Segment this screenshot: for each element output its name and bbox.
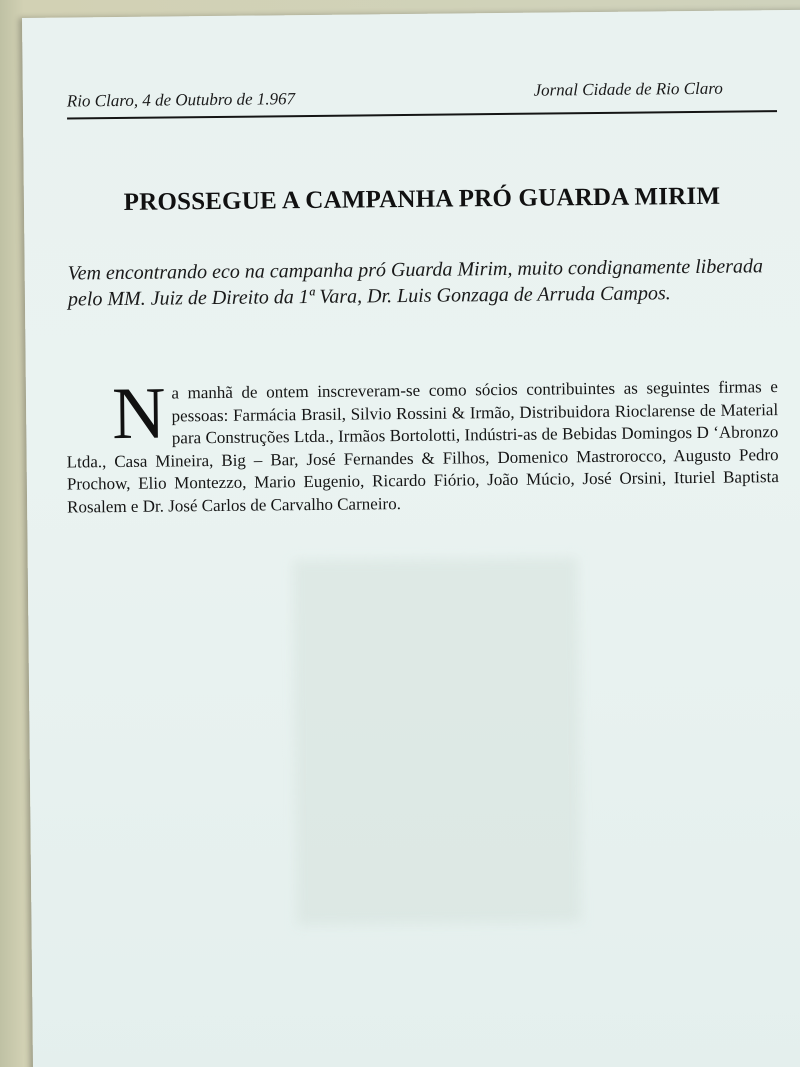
article-lede: Vem encontrando eco na campanha pró Guarda Mirim, muito condignamente liberada pelo MM. Juiz de Direito da 1ª Vara, Dr. Luis Gonzaga de Arruda Campos. [67,255,764,311]
paper-sheet [22,10,800,1067]
article-title: PROSSEGUE A CAMPANHA PRÓ GUARDA MIRIM [123,182,721,216]
drop-cap: N [111,372,167,456]
article-body-text: a manhã de ontem inscreveram-se como sócios contribuintes as seguintes firmas e pessoas: Farmácia Brasil, Silvio Rossini & Irmão, Distribuidora Rioclarense de Material para Construções Ltda., Irmãos Bortolotti, Indústri-as de Bebidas Domingos D ‘Abronzo Ltda., Casa Mineira, Big – Bar, José Fernandes & Filhos, Domenico Mastrorocco, Augusto Pedro Prochow, Elio Montezzo, Mario Eugenio, Ricardo Fiório, João Múcio, José Orsini, Ituriel Baptista Rosalem e Dr. José Carlos de Carvalho Carneiro. [66,377,779,517]
date-line: Rio Claro, 4 de Outubro de 1.967 [66,89,296,111]
newspaper-name: Jornal Cidade de Rio Claro [533,78,723,100]
page-header [67,78,775,115]
show-through-shadow [293,557,582,925]
article-body [66,372,779,518]
